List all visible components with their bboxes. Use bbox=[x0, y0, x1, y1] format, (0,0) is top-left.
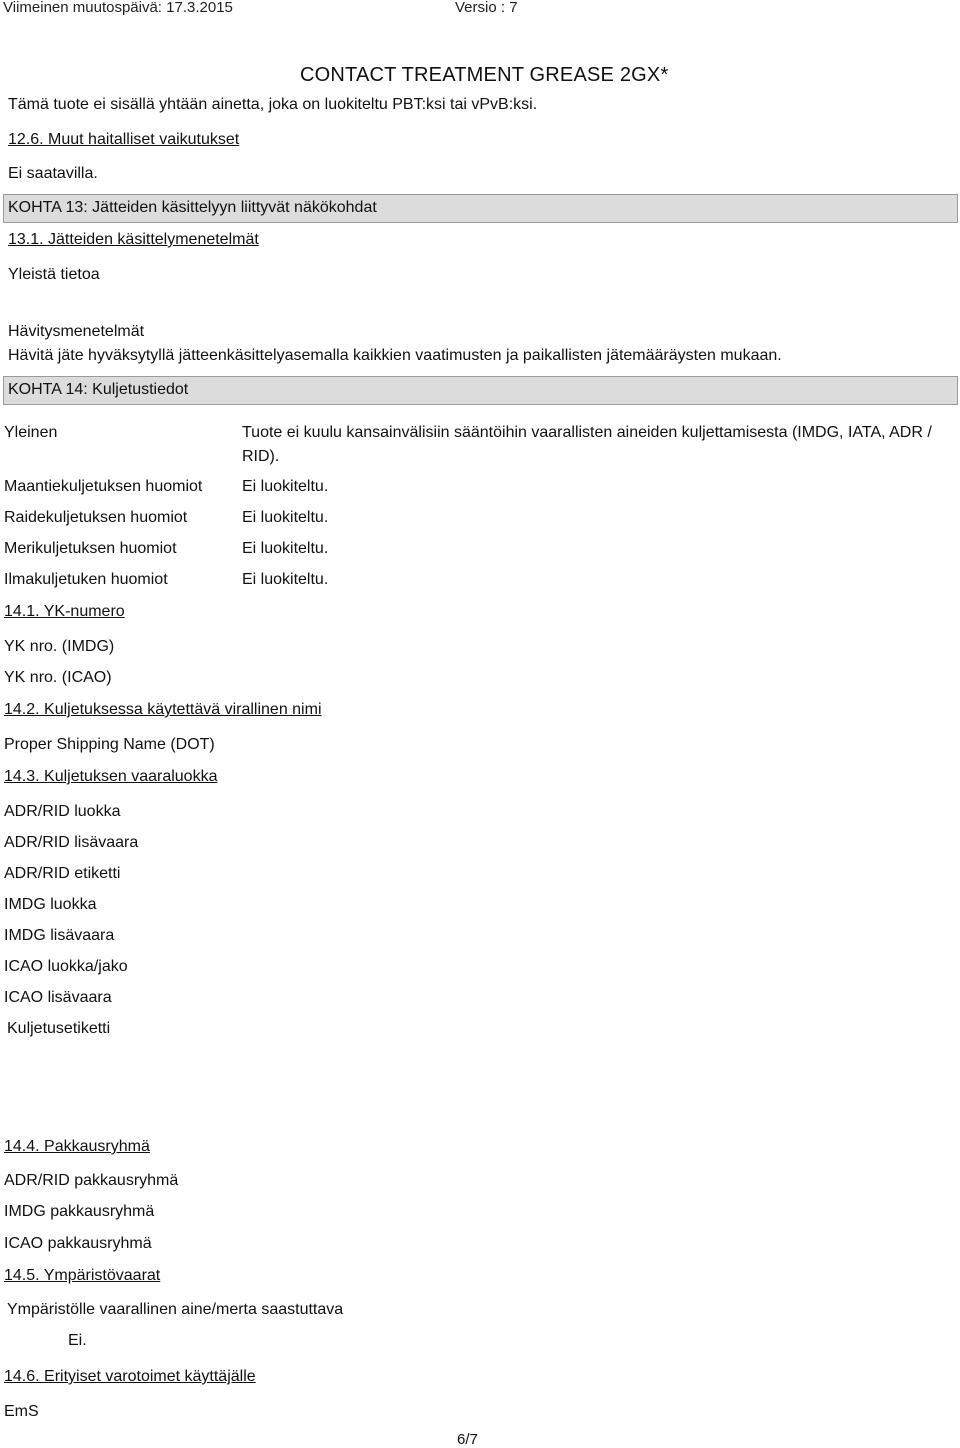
un-number-icao-label: YK nro. (ICAO) bbox=[4, 669, 112, 686]
sea-transport-value: Ei luokiteltu. bbox=[242, 540, 329, 557]
adr-class-label: ADR/RID luokka bbox=[4, 803, 121, 820]
section-12-6-value: Ei saatavilla. bbox=[8, 165, 98, 182]
section-14-5-heading: 14.5. Ympäristövaarat bbox=[4, 1267, 161, 1284]
last-modified-date: Viimeinen muutospäivä: 17.3.2015 bbox=[3, 0, 233, 16]
environmental-hazard-value: Ei. bbox=[68, 1332, 87, 1349]
page-number: 6/7 bbox=[457, 1431, 478, 1448]
section-14-1-heading: 14.1. YK-numero bbox=[4, 603, 125, 620]
transport-label-label: Kuljetusetiketti bbox=[7, 1020, 111, 1037]
sea-transport-label: Merikuljetuksen huomiot bbox=[4, 540, 177, 557]
disposal-methods-heading: Hävitysmenetelmät bbox=[8, 323, 145, 340]
ems-label: EmS bbox=[4, 1403, 39, 1420]
adr-packing-group-label: ADR/RID pakkausryhmä bbox=[4, 1172, 179, 1189]
road-transport-value: Ei luokiteltu. bbox=[242, 478, 329, 495]
general-value: Tuote ei kuulu kansainvälisiin sääntöihin vaarallisten aineiden kuljettamisesta (IMDG, IATA, ADR / RID). bbox=[242, 424, 932, 465]
environmental-hazard-label: Ympäristölle vaarallinen aine/merta saastuttava bbox=[7, 1301, 344, 1318]
un-number-imdg-label: YK nro. (IMDG) bbox=[4, 638, 115, 655]
adr-label-label: ADR/RID etiketti bbox=[4, 865, 121, 882]
section-13-band bbox=[3, 194, 958, 223]
product-title: CONTACT TREATMENT GREASE 2GX* bbox=[300, 64, 669, 86]
rail-transport-value: Ei luokiteltu. bbox=[242, 509, 329, 526]
imdg-subsidiary-label: IMDG lisävaara bbox=[4, 927, 115, 944]
imdg-packing-group-label: IMDG pakkausryhmä bbox=[4, 1203, 155, 1220]
proper-shipping-name-label: Proper Shipping Name (DOT) bbox=[4, 736, 215, 753]
section-14-6-heading: 14.6. Erityiset varotoimet käyttäjälle bbox=[4, 1368, 256, 1385]
pbt-statement: Tämä tuote ei sisällä yhtään ainetta, joka on luokiteltu PBT:ksi tai vPvB:ksi. bbox=[8, 96, 538, 113]
icao-class-label: ICAO luokka/jako bbox=[4, 958, 128, 975]
section-12-6-heading: 12.6. Muut haitalliset vaikutukset bbox=[8, 131, 240, 148]
general-label: Yleinen bbox=[4, 424, 58, 441]
section-13-1-heading: 13.1. Jätteiden käsittelymenetelmät bbox=[8, 231, 259, 248]
air-transport-label: Ilmakuljetuken huomiot bbox=[4, 571, 168, 588]
road-transport-label: Maantiekuljetuksen huomiot bbox=[4, 478, 203, 495]
air-transport-value: Ei luokiteltu. bbox=[242, 571, 329, 588]
section-14-4-heading: 14.4. Pakkausryhmä bbox=[4, 1138, 150, 1155]
rail-transport-label: Raidekuljetuksen huomiot bbox=[4, 509, 188, 526]
icao-packing-group-label: ICAO pakkausryhmä bbox=[4, 1235, 152, 1252]
version-number: Versio : 7 bbox=[455, 0, 518, 16]
section-14-title: KOHTA 14: Kuljetustiedot bbox=[8, 381, 189, 398]
disposal-methods-text: Hävitä jäte hyväksytyllä jätteenkäsittelyasemalla kaikkien vaatimusten ja paikallisten jätemääräysten mukaan. bbox=[8, 347, 782, 364]
general-info-heading: Yleistä tietoa bbox=[8, 266, 100, 283]
icao-subsidiary-label: ICAO lisävaara bbox=[4, 989, 112, 1006]
section-14-2-heading: 14.2. Kuljetuksessa käytettävä virallinen nimi bbox=[4, 701, 322, 718]
imdg-class-label: IMDG luokka bbox=[4, 896, 97, 913]
section-14-3-heading: 14.3. Kuljetuksen vaaraluokka bbox=[4, 768, 218, 785]
section-14-band bbox=[3, 376, 958, 405]
section-13-title: KOHTA 13: Jätteiden käsittelyyn liittyvät näkökohdat bbox=[8, 199, 377, 216]
adr-subsidiary-label: ADR/RID lisävaara bbox=[4, 834, 139, 851]
